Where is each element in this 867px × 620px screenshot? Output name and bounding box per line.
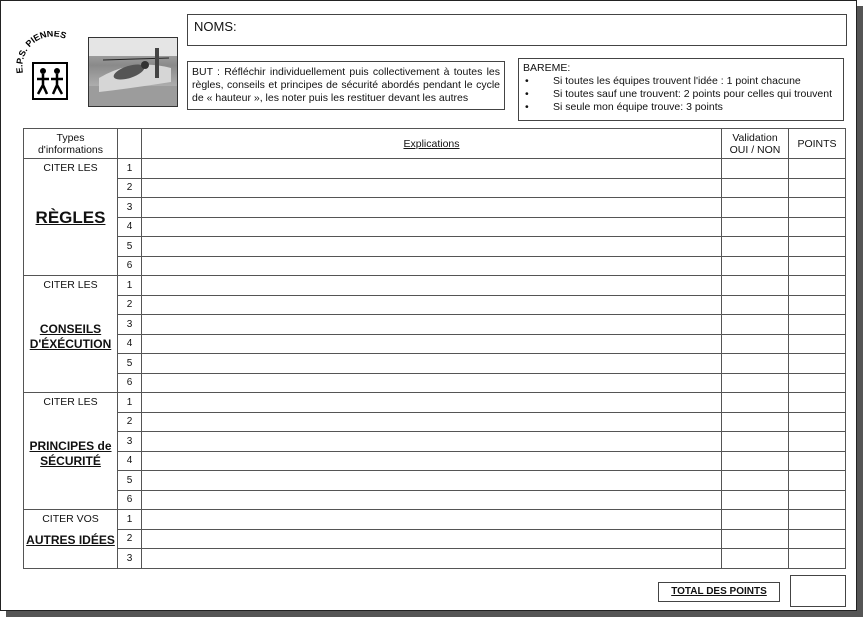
explanation-cell[interactable] (142, 354, 722, 374)
table-row (24, 373, 846, 393)
answer-table (23, 128, 846, 569)
points-cell[interactable] (789, 490, 846, 510)
category-title: AUTRES IDÉES (26, 533, 115, 547)
explanation-cell[interactable] (142, 237, 722, 257)
table-row (24, 393, 846, 413)
validation-cell[interactable] (722, 393, 789, 413)
explanation-cell[interactable] (142, 412, 722, 432)
validation-cell[interactable] (722, 471, 789, 491)
category-cell (24, 276, 118, 393)
table-row (24, 178, 846, 198)
table-row (24, 276, 846, 296)
table-row (24, 471, 846, 491)
eps-logo (15, 31, 85, 106)
explanation-cell[interactable] (142, 217, 722, 237)
row-number: 6 (118, 490, 142, 510)
row-number: 4 (118, 451, 142, 471)
goal-text: BUT : Réfléchir individuellement puis collectivement à toutes les règles, conseils et principes de sécurité abordés pendant le cycle de « hauteur », les noter puis les restituer devant les autres (192, 66, 500, 104)
validation-cell[interactable] (722, 237, 789, 257)
names-label: NOMS: (194, 19, 237, 34)
row-number: 3 (118, 549, 142, 569)
category-title: RÈGLES (35, 208, 106, 227)
row-number: 2 (118, 412, 142, 432)
header-explications: Explications (142, 129, 722, 159)
validation-cell[interactable] (722, 256, 789, 276)
validation-cell[interactable] (722, 432, 789, 452)
header-types: Types d'informations (24, 129, 118, 159)
logo-text: E.P.S. PIENNES (15, 31, 68, 74)
validation-cell[interactable] (722, 159, 789, 179)
explanation-cell[interactable] (142, 178, 722, 198)
explanation-cell[interactable] (142, 451, 722, 471)
table-row (24, 432, 846, 452)
row-number: 5 (118, 237, 142, 257)
row-number: 6 (118, 373, 142, 393)
category-prefix: CITER LES (43, 162, 98, 174)
table-row (24, 256, 846, 276)
header-number (118, 129, 142, 159)
validation-cell[interactable] (722, 354, 789, 374)
points-cell[interactable] (789, 373, 846, 393)
points-cell[interactable] (789, 256, 846, 276)
table-row (24, 198, 846, 218)
explanation-cell[interactable] (142, 490, 722, 510)
names-field[interactable] (187, 14, 847, 46)
table-row (24, 354, 846, 374)
table-row (24, 295, 846, 315)
validation-cell[interactable] (722, 373, 789, 393)
scoring-item: • Si toutes les équipes trouvent l'idée : 1 point chacune (523, 75, 839, 88)
category-cell (24, 510, 118, 569)
explanation-cell[interactable] (142, 276, 722, 296)
points-cell[interactable] (789, 315, 846, 335)
points-cell[interactable] (789, 217, 846, 237)
points-cell[interactable] (789, 412, 846, 432)
points-cell[interactable] (789, 529, 846, 549)
row-number: 3 (118, 198, 142, 218)
category-title: CONSEILS D'ÉXÉCUTION (29, 322, 112, 351)
table-row (24, 334, 846, 354)
table-header-row (24, 129, 846, 159)
scoring-item: • Si seule mon équipe trouve: 3 points (523, 101, 839, 114)
validation-cell[interactable] (722, 276, 789, 296)
table-row (24, 237, 846, 257)
points-cell[interactable] (789, 295, 846, 315)
validation-cell[interactable] (722, 217, 789, 237)
table-row (24, 549, 846, 569)
validation-cell[interactable] (722, 334, 789, 354)
row-number: 6 (118, 256, 142, 276)
category-prefix: CITER LES (43, 279, 98, 291)
total-points-label: TOTAL DES POINTS (658, 582, 780, 602)
points-cell[interactable] (789, 178, 846, 198)
explanation-cell[interactable] (142, 393, 722, 413)
explanation-cell[interactable] (142, 471, 722, 491)
points-cell[interactable] (789, 237, 846, 257)
category-title: PRINCIPES de SÉCURITÉ (29, 439, 112, 468)
scoring-title: BAREME: (523, 62, 571, 74)
row-number: 2 (118, 178, 142, 198)
row-number: 5 (118, 354, 142, 374)
points-cell[interactable] (789, 549, 846, 569)
header-points: POINTS (789, 129, 846, 159)
validation-cell[interactable] (722, 198, 789, 218)
row-number: 1 (118, 159, 142, 179)
validation-cell[interactable] (722, 178, 789, 198)
row-number: 2 (118, 529, 142, 549)
validation-cell[interactable] (722, 412, 789, 432)
category-cell (24, 159, 118, 276)
category-prefix: CITER VOS (42, 513, 99, 525)
points-cell[interactable] (789, 354, 846, 374)
explanation-cell[interactable] (142, 373, 722, 393)
row-number: 4 (118, 217, 142, 237)
explanation-cell[interactable] (142, 510, 722, 530)
validation-cell[interactable] (722, 510, 789, 530)
table-row (24, 315, 846, 335)
goal-box (187, 61, 505, 110)
points-cell[interactable] (789, 198, 846, 218)
explanation-cell[interactable] (142, 198, 722, 218)
row-number: 3 (118, 432, 142, 452)
points-cell[interactable] (789, 432, 846, 452)
row-number: 3 (118, 315, 142, 335)
points-cell[interactable] (789, 159, 846, 179)
explanation-cell[interactable] (142, 529, 722, 549)
explanation-cell[interactable] (142, 432, 722, 452)
validation-cell[interactable] (722, 549, 789, 569)
header-validation: Validation OUI / NON (722, 129, 789, 159)
points-cell[interactable] (789, 510, 846, 530)
table-row (24, 159, 846, 179)
scoring-box (518, 58, 844, 121)
row-number: 1 (118, 510, 142, 530)
table-row (24, 490, 846, 510)
validation-cell[interactable] (722, 529, 789, 549)
row-number: 5 (118, 471, 142, 491)
table-row (24, 412, 846, 432)
scoring-item: • Si toutes sauf une trouvent: 2 points pour celles qui trouvent (523, 88, 839, 101)
table-row (24, 451, 846, 471)
high-jump-photo (88, 37, 178, 107)
points-cell[interactable] (789, 393, 846, 413)
row-number: 1 (118, 393, 142, 413)
table-row (24, 510, 846, 530)
category-prefix: CITER LES (43, 396, 98, 408)
validation-cell[interactable] (722, 451, 789, 471)
row-number: 2 (118, 295, 142, 315)
points-cell[interactable] (789, 334, 846, 354)
points-cell[interactable] (789, 276, 846, 296)
points-cell[interactable] (789, 451, 846, 471)
explanation-cell[interactable] (142, 159, 722, 179)
row-number: 4 (118, 334, 142, 354)
explanation-cell[interactable] (142, 315, 722, 335)
total-points-field[interactable] (790, 575, 846, 607)
validation-cell[interactable] (722, 295, 789, 315)
explanation-cell[interactable] (142, 549, 722, 569)
explanation-cell[interactable] (142, 256, 722, 276)
points-cell[interactable] (789, 471, 846, 491)
validation-cell[interactable] (722, 490, 789, 510)
row-number: 1 (118, 276, 142, 296)
table-row (24, 529, 846, 549)
validation-cell[interactable] (722, 315, 789, 335)
explanation-cell[interactable] (142, 334, 722, 354)
table-row (24, 217, 846, 237)
category-cell (24, 393, 118, 510)
explanation-cell[interactable] (142, 295, 722, 315)
